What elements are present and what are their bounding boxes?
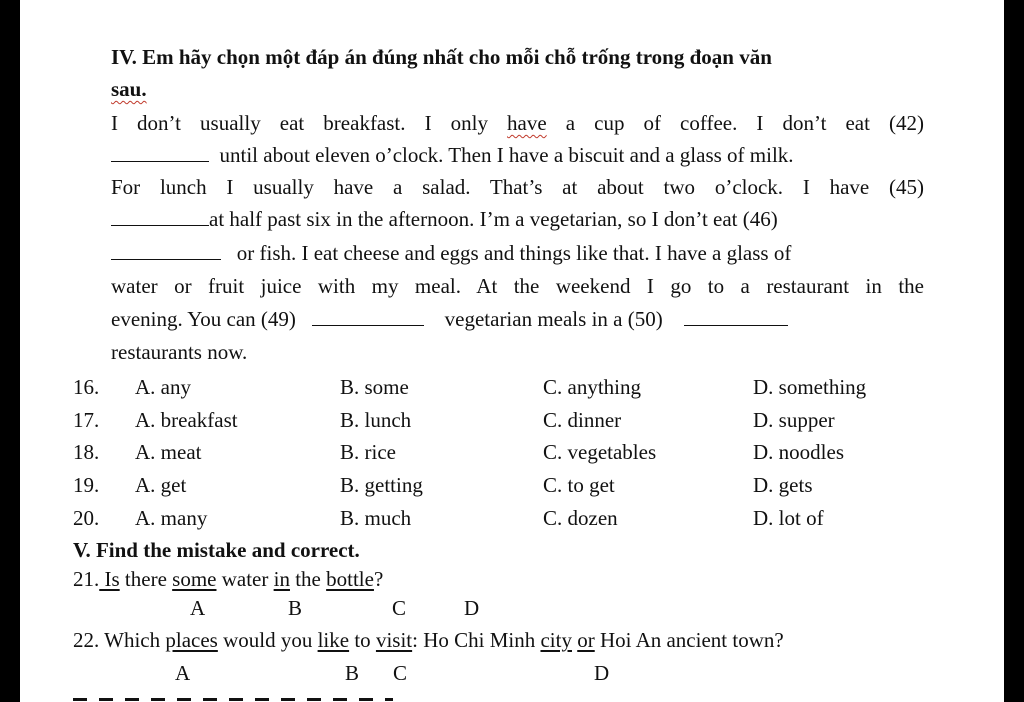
question-21 xyxy=(73,566,383,592)
q22-text: to xyxy=(354,628,371,652)
q21-label-a: A xyxy=(190,596,206,620)
question-number: 22. xyxy=(73,628,100,652)
option-a[interactable]: A. many xyxy=(135,506,208,530)
q21-label-d: D xyxy=(464,596,480,620)
option-b[interactable]: B. much xyxy=(340,506,412,530)
q21-text: the xyxy=(295,567,321,591)
passage-line-2 xyxy=(111,142,924,168)
passage-l6: water or fruit juice with my meal. At the weekend I go to a restaurant in the xyxy=(111,274,924,298)
section-v-title: V. Find the mistake and correct. xyxy=(73,538,360,562)
q21-text: there xyxy=(124,567,167,591)
q22-text: Which xyxy=(104,628,161,652)
q21-text: water xyxy=(221,567,269,591)
option-a[interactable]: A. breakfast xyxy=(135,408,238,432)
option-a[interactable]: A. any xyxy=(135,375,191,399)
question-22 xyxy=(73,627,784,653)
passage-line-8 xyxy=(111,339,247,365)
option-d[interactable]: D. gets xyxy=(753,473,813,497)
option-a[interactable]: A. meat xyxy=(135,440,202,464)
q22-label-d: D xyxy=(594,661,610,685)
blank-46[interactable] xyxy=(111,243,221,260)
option-c[interactable]: C. to get xyxy=(543,473,615,497)
q21-label-c: C xyxy=(392,596,407,620)
section-iv-title-cont xyxy=(111,76,147,102)
q21-label-b: B xyxy=(288,596,303,620)
passage-l4: at half past six in the afternoon. I’m a vegetarian, so I don’t eat (46) xyxy=(209,207,778,231)
passage-l7b: vegetarian meals in a (50) xyxy=(444,307,663,331)
option-c[interactable]: C. dozen xyxy=(543,506,618,530)
option-a[interactable]: A. get xyxy=(135,473,187,497)
question-number: 17. xyxy=(73,408,100,432)
q22-label-c: C xyxy=(393,661,408,685)
q22-text: : Ho Chi Minh xyxy=(412,628,536,652)
option-d[interactable]: D. supper xyxy=(753,408,835,432)
passage-l2: until about eleven o’clock. Then I have a biscuit and a glass of milk. xyxy=(219,143,794,167)
q22-label-b: B xyxy=(345,661,360,685)
q22-part-c[interactable]: visit xyxy=(375,628,413,652)
q22-label-a: A xyxy=(175,661,191,685)
passage-line-7 xyxy=(111,306,924,332)
passage-l5: or fish. I eat cheese and eggs and things like that. I have a glass of xyxy=(236,241,792,265)
q21-part-a[interactable]: Is xyxy=(104,567,120,591)
q22-part-d[interactable]: or xyxy=(577,628,595,652)
option-b[interactable]: B. some xyxy=(340,375,409,399)
blank-49[interactable] xyxy=(312,309,424,326)
question-number: 18. xyxy=(73,440,100,464)
q21-part-c[interactable]: in xyxy=(273,567,290,591)
passage-line-4 xyxy=(111,206,924,232)
option-c[interactable]: C. vegetables xyxy=(543,440,657,464)
q22-part-b[interactable]: like xyxy=(317,628,350,652)
option-b[interactable]: B. lunch xyxy=(340,408,412,432)
passage-line-6 xyxy=(111,273,924,299)
option-c[interactable]: C. anything xyxy=(543,375,641,399)
option-d[interactable]: D. noodles xyxy=(753,440,844,464)
blank-45[interactable] xyxy=(111,209,209,226)
q21-part-d[interactable]: bottle xyxy=(326,567,374,591)
q22-word-city: city xyxy=(540,628,572,652)
q22-part-a[interactable]: places xyxy=(165,628,218,652)
question-number: 21. xyxy=(73,567,100,591)
option-b[interactable]: B. rice xyxy=(340,440,396,464)
q21-part-b[interactable]: some xyxy=(172,567,217,591)
passage-l1b: a cup of coffee. I don’t eat (42) xyxy=(565,111,925,135)
passage-line-1 xyxy=(111,110,924,136)
section-iv-title xyxy=(111,44,772,70)
passage-l8: restaurants now. xyxy=(111,340,248,364)
q21-text: ? xyxy=(373,567,384,591)
cut-off-next-line xyxy=(73,693,393,702)
passage-line-3 xyxy=(111,174,924,200)
q22-text: would you xyxy=(223,628,313,652)
option-d[interactable]: D. lot of xyxy=(753,506,824,530)
passage-l7a: evening. You can (49) xyxy=(111,307,296,331)
option-c[interactable]: C. dinner xyxy=(543,408,622,432)
question-number: 19. xyxy=(73,473,100,497)
section-iv-title-line1: IV. Em hãy chọn một đáp án đúng nhất cho mỗi chỗ trống trong đoạn văn xyxy=(111,45,772,69)
section-iv-title-line2: sau. xyxy=(111,77,147,101)
question-number: 16. xyxy=(73,375,100,399)
passage-word-have: have xyxy=(507,111,547,135)
worksheet-page xyxy=(20,0,1004,702)
question-number: 20. xyxy=(73,506,100,530)
blank-42[interactable] xyxy=(111,145,209,162)
passage-line-5 xyxy=(111,240,924,266)
option-b[interactable]: B. getting xyxy=(340,473,423,497)
passage-l3: For lunch I usually have a salad. That’s at about two o’clock. I have (45) xyxy=(111,175,924,199)
option-d[interactable]: D. something xyxy=(753,375,867,399)
blank-50[interactable] xyxy=(684,309,788,326)
passage-l1a: I don’t usually eat breakfast. I only xyxy=(111,111,488,135)
q22-text: Hoi An ancient town? xyxy=(599,628,784,652)
